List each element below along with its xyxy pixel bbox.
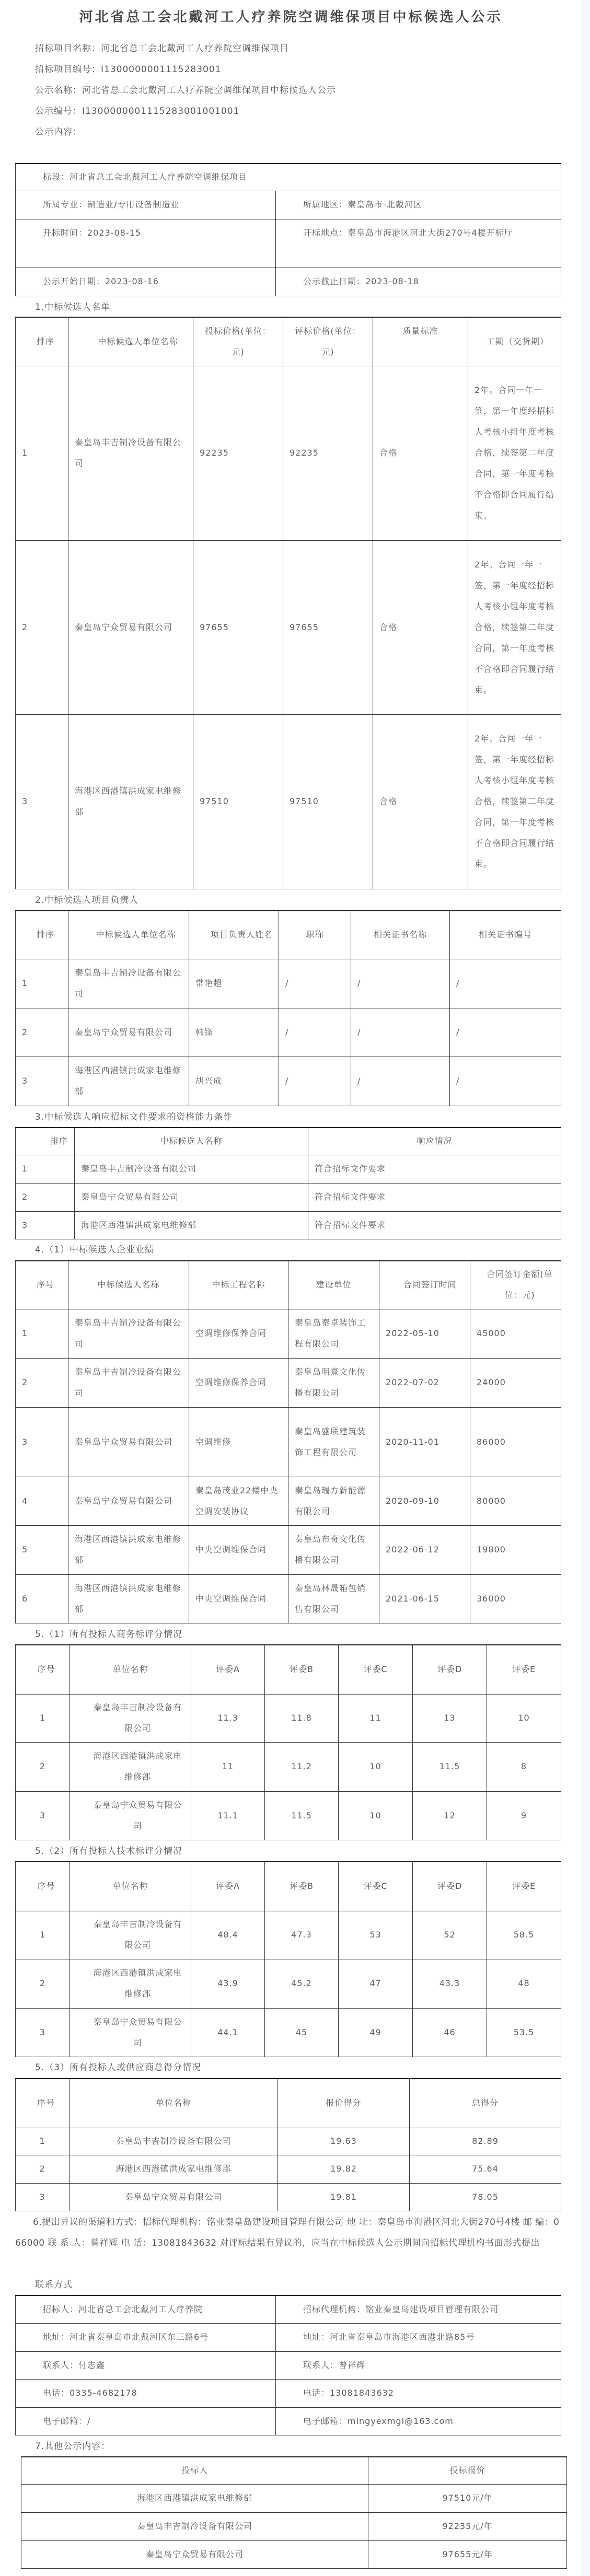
cell-sign-date: 2021-06-15	[379, 1574, 470, 1623]
cell-eval-price: 97510	[283, 714, 373, 889]
cell-price-score: 19.82	[278, 2155, 410, 2183]
page-title: 河北省总工会北戴河工人疗养院空调维保项目中标候选人公示	[79, 9, 503, 25]
table-row	[16, 2183, 561, 2211]
cell-cert-name: /	[351, 1008, 450, 1057]
header-bid-price: 投标价格(单位：元)	[193, 317, 283, 366]
table-row	[16, 1183, 561, 1211]
cell-cert-name: /	[351, 959, 450, 1008]
table-row	[16, 540, 561, 714]
header-rank: 排序	[16, 911, 68, 959]
table-row	[16, 2351, 561, 2379]
table-row	[16, 1155, 561, 1183]
cell-eval-price: 92235	[283, 366, 373, 540]
header-index: 序号	[16, 2079, 70, 2128]
cell-amount: 24000	[470, 1358, 561, 1407]
cell-response: 符合招标文件要求	[308, 1155, 561, 1183]
section-heading-4: 4.（1）中标候选人企业业绩	[35, 1245, 155, 1255]
cell-total-score: 78.05	[410, 2183, 561, 2211]
table-row	[16, 1211, 561, 1239]
contact-tenderer-email: 电子邮箱：/	[16, 2407, 276, 2435]
header-price-score: 报价得分	[278, 2079, 410, 2128]
header-project: 中标工程名称	[189, 1261, 288, 1309]
cell-company: 秦皇岛宁众贸易有限公司	[75, 1183, 308, 1211]
cell-index: 5	[16, 1525, 68, 1574]
cell-amount: 80000	[470, 1477, 561, 1525]
other-bids-table	[21, 2456, 567, 2569]
cell-title: /	[279, 959, 351, 1008]
meta-label: 公示内容：	[35, 127, 82, 137]
cell-company: 海港区西港镇洪成家电维修部	[68, 714, 193, 889]
contact-heading: 联系方式	[35, 2280, 73, 2290]
cell-company: 秦皇岛宁众贸易有限公司	[68, 1407, 189, 1477]
header-bidder: 投标人	[21, 2457, 368, 2484]
cell-amount: 36000	[470, 1574, 561, 1623]
header-title: 职称	[279, 911, 351, 959]
header-judge-e: 评委E	[487, 1645, 561, 1694]
table-row	[16, 1057, 561, 1106]
info-end-date: 公示截止日期：2023-08-18	[276, 268, 561, 296]
cell-judge-a: 44.1	[191, 2008, 265, 2057]
table-row	[16, 366, 561, 540]
cell-amount: 45000	[470, 1309, 561, 1358]
table-row	[16, 1407, 561, 1477]
business-score-table	[15, 1644, 561, 1840]
cell-builder: 秦皇岛秦卓装饰工程有限公司	[288, 1309, 379, 1358]
section-heading-5-1: 5.（1）所有投标人商务标评分情况	[35, 1629, 183, 1640]
cell-judge-c: 10	[339, 1791, 413, 1840]
table-row	[21, 2512, 567, 2540]
contact-tenderer-phone: 电话：0335-4682178	[16, 2379, 276, 2407]
header-judge-c: 评委C	[339, 1645, 413, 1694]
header-rank: 排序	[16, 317, 68, 366]
header-rank: 排序	[16, 1128, 75, 1155]
header-judge-e: 评委E	[487, 1862, 561, 1911]
header-company: 单位名称	[70, 1645, 191, 1694]
cell-index: 1	[16, 1911, 70, 1959]
contact-tenderer-address: 地址：河北省秦皇岛市北戴河区东三路6号	[16, 2323, 276, 2351]
technical-score-table	[15, 1861, 561, 2057]
cell-title: /	[279, 1057, 351, 1106]
table-row	[16, 1959, 561, 2008]
cell-index: 3	[16, 1407, 68, 1477]
header-judge-c: 评委C	[339, 1862, 413, 1911]
cell-index: 1	[16, 1694, 70, 1742]
table-row	[16, 2407, 561, 2435]
cell-project: 中央空调维保合同	[189, 1525, 288, 1574]
cell-judge-e: 8	[487, 1742, 561, 1791]
meta-label: 公示名称：	[35, 85, 82, 96]
cell-judge-d: 46	[413, 2008, 487, 2057]
cell-company: 海港区西港镇洪成家电维修部	[70, 2155, 278, 2183]
cell-bidder: 秦皇岛丰吉制冷设备有限公司	[21, 2512, 368, 2540]
cell-judge-e: 58.5	[487, 1911, 561, 1959]
cell-response: 符合招标文件要求	[308, 1211, 561, 1239]
header-eval-price: 评标价格(单位：元)	[283, 317, 373, 366]
cell-bid-price: 97510元/年	[368, 2484, 567, 2512]
table-row	[16, 2323, 561, 2351]
cell-judge-d: 13	[413, 1694, 487, 1742]
cell-sign-date: 2020-09-10	[379, 1477, 470, 1525]
cell-sign-date: 2022-05-10	[379, 1309, 470, 1358]
cell-project: 中央空调维保合同	[189, 1574, 288, 1623]
info-specialty: 所属专业：制造业/专用设备制造业	[16, 191, 276, 219]
info-table	[15, 163, 561, 296]
contact-table	[15, 2295, 561, 2435]
table-row	[16, 1008, 561, 1057]
cell-index: 2	[16, 1959, 70, 2008]
header-judge-d: 评委D	[413, 1645, 487, 1694]
cell-company: 秦皇岛宁众贸易有限公司	[70, 1791, 191, 1840]
cell-bidder: 秦皇岛宁众贸易有限公司	[21, 2540, 368, 2568]
cell-company: 海港区西港镇洪成家电维修部	[68, 1057, 189, 1106]
project-leader-table	[15, 910, 561, 1106]
cell-index: 2	[16, 1358, 68, 1407]
header-company: 中标候选人单位名称	[68, 317, 193, 366]
cell-company: 秦皇岛丰吉制冷设备有限公司	[68, 959, 189, 1008]
cell-rank: 3	[16, 1057, 68, 1106]
cell-company: 秦皇岛丰吉制冷设备有限公司	[68, 1309, 189, 1358]
cell-rank: 2	[16, 1008, 68, 1057]
table-row	[16, 2128, 561, 2155]
info-region: 所属地区：秦皇岛市-北戴河区	[276, 191, 561, 219]
cell-company: 秦皇岛宁众贸易有限公司	[70, 2008, 191, 2057]
cell-leader: 常艳超	[189, 959, 279, 1008]
header-company: 中标候选人名称	[68, 1261, 189, 1309]
cell-company: 海港区西港镇洪成家电维修部	[68, 1525, 189, 1574]
section-heading-1: 1.中标候选人名单	[35, 302, 111, 312]
header-response: 响应情况	[308, 1128, 561, 1155]
cell-company: 秦皇岛丰吉制冷设备有限公司	[70, 1911, 191, 1959]
contact-agency: 招标代理机构：铭业秦皇岛建设项目管理有限公司	[276, 2295, 561, 2323]
cell-rank: 3	[16, 1211, 75, 1239]
cell-price-score: 19.63	[278, 2128, 410, 2155]
cell-judge-b: 45.2	[265, 1959, 339, 2008]
header-judge-b: 评委B	[265, 1645, 339, 1694]
table-row	[16, 1742, 561, 1791]
cell-index: 3	[16, 2008, 70, 2057]
cell-total-score: 75.64	[410, 2155, 561, 2183]
cell-rank: 2	[16, 540, 68, 714]
table-row	[16, 2008, 561, 2057]
header-index: 序号	[16, 1645, 70, 1694]
contact-tenderer: 招标人：河北省总工会北戴河工人疗养院	[16, 2295, 276, 2323]
cell-company: 秦皇岛丰吉制冷设备有限公司	[70, 2128, 278, 2155]
cell-judge-e: 10	[487, 1694, 561, 1742]
cell-judge-e: 53.5	[487, 2008, 561, 2057]
meta-value: I1300000001115283001	[101, 64, 222, 75]
cell-company: 秦皇岛丰吉制冷设备有限公司	[75, 1155, 308, 1183]
cell-leader: 胡兴成	[189, 1057, 279, 1106]
table-row	[16, 714, 561, 889]
cell-judge-b: 45	[265, 2008, 339, 2057]
cell-sign-date: 2022-07-02	[379, 1358, 470, 1407]
header-company: 中标候选人单位名称	[68, 911, 189, 959]
cell-judge-c: 47	[339, 1959, 413, 2008]
cell-project: 秦皇岛茂业22楼中央空调安装协议	[189, 1477, 288, 1525]
contact-agency-person: 联系人：曾祥辉	[276, 2351, 561, 2379]
cell-judge-d: 52	[413, 1911, 487, 1959]
section-heading-3: 3.中标候选人响应招标文件要求的资格能力条件	[35, 1112, 233, 1122]
cell-judge-c: 49	[339, 2008, 413, 2057]
cell-judge-d: 43.3	[413, 1959, 487, 2008]
cell-cert-name: /	[351, 1057, 450, 1106]
table-row	[16, 2295, 561, 2323]
cell-judge-b: 11.8	[265, 1694, 339, 1742]
header-leader: 项目负责人姓名	[189, 911, 279, 959]
header-total-score: 总得分	[410, 2079, 561, 2128]
cell-judge-e: 9	[487, 1791, 561, 1840]
cell-company: 秦皇岛宁众贸易有限公司	[68, 1477, 189, 1525]
cell-company: 秦皇岛宁众贸易有限公司	[68, 540, 193, 714]
cell-amount: 86000	[470, 1407, 561, 1477]
header-company: 中标候选人名称	[75, 1128, 308, 1155]
cell-company: 秦皇岛丰吉制冷设备有限公司	[68, 1358, 189, 1407]
header-index: 序号	[16, 1862, 70, 1911]
header-judge-a: 评委A	[191, 1862, 265, 1911]
cell-rank: 1	[16, 959, 68, 1008]
cell-quality: 合格	[373, 540, 468, 714]
cell-builder: 秦皇岛布奇文化传播有限公司	[288, 1525, 379, 1574]
table-row	[16, 1911, 561, 1959]
cell-cert-number: /	[450, 959, 561, 1008]
header-quality: 质量标准	[373, 317, 468, 366]
cell-judge-d: 12	[413, 1791, 487, 1840]
cell-response: 符合招标文件要求	[308, 1183, 561, 1211]
meta-notice-content	[35, 122, 82, 143]
cell-sign-date: 2022-06-12	[379, 1525, 470, 1574]
cell-company: 秦皇岛宁众贸易有限公司	[70, 2183, 278, 2211]
cell-quality: 合格	[373, 714, 468, 889]
table-row	[16, 1525, 561, 1574]
cell-index: 1	[16, 2128, 70, 2155]
cell-sign-date: 2020-11-01	[379, 1407, 470, 1477]
cell-bid-price: 92235	[193, 366, 283, 540]
header-cert-name: 相关证书名称	[351, 911, 450, 959]
cell-period: 2年。合同一年一签，第一年度经招标人考核小组年度考核合格，续签第二年度合同，第一年度考核不合格即合同履行结束。	[468, 366, 561, 540]
meta-label: 招标项目编号：	[35, 64, 101, 75]
cell-company: 秦皇岛丰吉制冷设备有限公司	[68, 366, 193, 540]
info-open-place: 开标地点：秦皇岛市海港区河北大街270号4楼开标厅	[276, 219, 561, 268]
cell-title: /	[279, 1008, 351, 1057]
cell-company: 海港区西港镇洪成家电维修部	[70, 1959, 191, 2008]
cell-judge-b: 47.3	[265, 1911, 339, 1959]
table-row	[16, 1309, 561, 1358]
cell-rank: 2	[16, 1183, 75, 1211]
cell-index: 4	[16, 1477, 68, 1525]
info-section: 标段：河北省总工会北戴河工人疗养院空调维保项目	[16, 164, 561, 191]
info-open-time: 开标时间：2023-08-15	[16, 219, 276, 268]
table-row	[16, 2155, 561, 2183]
cell-rank: 1	[16, 366, 68, 540]
header-judge-b: 评委B	[265, 1862, 339, 1911]
meta-label: 招标项目名称：	[35, 43, 101, 54]
cell-rank: 1	[16, 1155, 75, 1183]
table-row	[16, 2379, 561, 2407]
cell-builder: 秦皇岛瑞方新能源有限公司	[288, 1477, 379, 1525]
cell-index: 3	[16, 2183, 70, 2211]
cell-judge-c: 10	[339, 1742, 413, 1791]
cell-judge-a: 11.3	[191, 1694, 265, 1742]
header-judge-a: 评委A	[191, 1645, 265, 1694]
cell-judge-a: 11.1	[191, 1791, 265, 1840]
cell-judge-a: 11	[191, 1742, 265, 1791]
objection-paragraph: 6.提出异议的渠道和方式：招标代理机构：铭业秦皇岛建设项目管理有限公司 地 址：秦皇岛市海港区河北大街270号4楼 邮 编：066000 联 系 人：曾祥辉 电 话：13081843632 对评标结果有异议的，应当在中标候选人公示期间向招标代理机构书面形式提出	[15, 2217, 560, 2248]
cell-company: 海港区西港镇洪成家电维修部	[68, 1574, 189, 1623]
header-sign-date: 合同签订时间	[379, 1261, 470, 1309]
meta-value: I1300000001115283001001001	[82, 106, 240, 117]
table-row	[16, 959, 561, 1008]
cell-bid-price: 97655元/年	[368, 2540, 567, 2568]
cell-index: 3	[16, 1791, 70, 1840]
info-start-date: 公示开始日期：2023-08-16	[16, 268, 276, 296]
cell-project: 空调维修保养合同	[189, 1358, 288, 1407]
header-company: 单位名称	[70, 1862, 191, 1911]
meta-notice-name	[35, 80, 336, 101]
table-row	[16, 1358, 561, 1407]
cell-price-score: 19.81	[278, 2183, 410, 2211]
cell-quality: 合格	[373, 366, 468, 540]
cell-leader: 韩锋	[189, 1008, 279, 1057]
cell-judge-c: 11	[339, 1694, 413, 1742]
section-heading-5-3: 5.（3）所有投标人或供应商总得分情况	[35, 2062, 202, 2073]
meta-label: 公示编号：	[35, 106, 82, 117]
table-row	[21, 2484, 567, 2512]
cell-period: 2年。合同一年一签，第一年度经招标人考核小组年度考核合格，续签第二年度合同，第一年度考核不合格即合同履行结束。	[468, 540, 561, 714]
contact-tenderer-person: 联系人：付志鑫	[16, 2351, 276, 2379]
cell-builder: 秦皇岛林晟箱包销售有限公司	[288, 1574, 379, 1623]
qualification-table	[15, 1127, 561, 1239]
cell-bid-price: 92235元/年	[368, 2512, 567, 2540]
cell-company: 海港区西港镇洪成家电维修部	[75, 1211, 308, 1239]
section-heading-5-2: 5.（2）所有投标人技术标评分情况	[35, 1846, 183, 1856]
cell-company: 秦皇岛宁众贸易有限公司	[68, 1008, 189, 1057]
total-score-table	[15, 2078, 561, 2211]
header-index: 序号	[16, 1261, 68, 1309]
cell-builder: 秦皇岛明熹文化传播有限公司	[288, 1358, 379, 1407]
cell-judge-d: 11.5	[413, 1742, 487, 1791]
cell-judge-c: 53	[339, 1911, 413, 1959]
cell-cert-number: /	[450, 1008, 561, 1057]
cell-builder: 秦皇岛盛联建筑装饰工程有限公司	[288, 1407, 379, 1477]
cell-index: 1	[16, 1309, 68, 1358]
meta-value: 河北省总工会北戴河工人疗养院空调维保项目	[101, 43, 289, 54]
cell-period: 2年。合同一年一签，第一年度经招标人考核小组年度考核合格，续签第二年度合同，第一年度考核不合格即合同履行结束。	[468, 714, 561, 889]
performance-table	[15, 1260, 561, 1623]
header-cert-number: 相关证书编号	[450, 911, 561, 959]
header-period: 工期（交货期）	[468, 317, 561, 366]
cell-total-score: 82.89	[410, 2128, 561, 2155]
cell-eval-price: 97655	[283, 540, 373, 714]
header-amount: 合同签订金额(单位：元)	[470, 1261, 561, 1309]
contact-agency-address: 地址：河北省秦皇岛市海港区西港北路85号	[276, 2323, 561, 2351]
cell-bid-price: 97510	[193, 714, 283, 889]
table-row	[16, 1791, 561, 1840]
cell-judge-a: 43.9	[191, 1959, 265, 2008]
cell-index: 2	[16, 2155, 70, 2183]
contact-agency-phone: 电话：13081843632	[276, 2379, 561, 2407]
header-judge-d: 评委D	[413, 1862, 487, 1911]
page-scrollbar-track[interactable]	[582, 0, 590, 2576]
contact-agency-email[interactable]: 电子邮箱：mingyexmgl@163.com	[276, 2407, 561, 2435]
candidate-list-table	[15, 317, 561, 889]
cell-project: 空调维修保养合同	[189, 1309, 288, 1358]
table-row	[16, 1574, 561, 1623]
cell-amount: 19800	[470, 1525, 561, 1574]
meta-project-number	[35, 59, 222, 80]
table-row	[21, 2540, 567, 2568]
section-heading-2: 2.中标候选人项目负责人	[35, 895, 139, 906]
cell-bid-price: 97655	[193, 540, 283, 714]
cell-project: 空调维修	[189, 1407, 288, 1477]
cell-rank: 3	[16, 714, 68, 889]
cell-index: 2	[16, 1742, 70, 1791]
header-bid-price: 投标报价	[368, 2457, 567, 2484]
table-row	[16, 1694, 561, 1742]
cell-cert-number: /	[450, 1057, 561, 1106]
section-heading-7: 7.其他公示内容：	[35, 2441, 111, 2452]
cell-company: 海港区西港镇洪成家电维修部	[70, 1742, 191, 1791]
header-company: 单位名称	[70, 2079, 278, 2128]
header-builder: 建设单位	[288, 1261, 379, 1309]
cell-judge-b: 11.5	[265, 1791, 339, 1840]
table-row	[16, 1477, 561, 1525]
cell-bidder: 海港区西港镇洪成家电维修部	[21, 2484, 368, 2512]
meta-value: 河北省总工会北戴河工人疗养院空调维保项目中标候选人公示	[82, 85, 336, 96]
cell-judge-a: 48.4	[191, 1911, 265, 1959]
cell-index: 6	[16, 1574, 68, 1623]
meta-project-name	[35, 38, 289, 59]
cell-judge-b: 11.2	[265, 1742, 339, 1791]
cell-judge-e: 48	[487, 1959, 561, 2008]
meta-notice-number	[35, 101, 239, 122]
cell-company: 秦皇岛丰吉制冷设备有限公司	[70, 1694, 191, 1742]
